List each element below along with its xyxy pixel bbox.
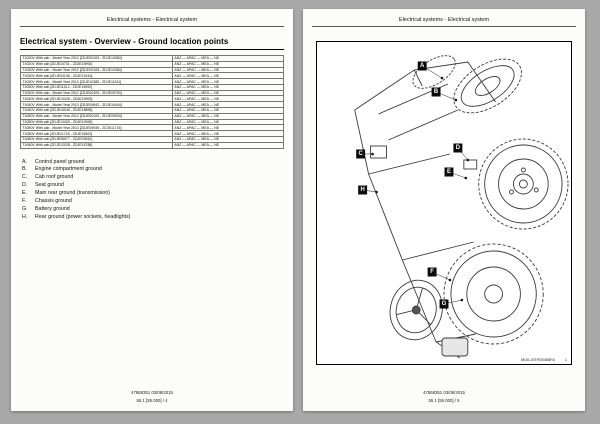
page-footer-left (11, 389, 293, 404)
market-cell: ANZ — APAC — MEA — NE (172, 131, 283, 137)
legend-key: B. (22, 166, 28, 173)
market-cell: ANZ — APAC — MEA — NE (172, 113, 283, 119)
market-cell: ANZ — APAC — MEA — NE (172, 84, 283, 90)
market-cell: ANZ — APAC — MEA — NE (172, 67, 283, 73)
tractor-ground-points-diagram (317, 42, 571, 364)
ground-point-dot (465, 177, 468, 180)
legend-label: Engine compartment ground (35, 166, 102, 173)
model-cell: T4020V With cab - Model Year 2012 [ZDJE00109 - ZDJE10384] (21, 56, 173, 62)
table-row (21, 142, 284, 148)
legend-label: Seat ground (35, 182, 64, 189)
figure-number: 1 (564, 358, 567, 362)
ground-point-dot (441, 77, 444, 80)
header-rule (20, 26, 284, 27)
model-cell: T4030V With cab - Model Year 2012 [ZDJE00109 - ZDJE10384] (21, 67, 173, 73)
legend-key: E. (22, 190, 28, 197)
model-cell: T4060V With cab [ZDJE05977 - ZDJE09942] (21, 136, 173, 142)
market-cell: ANZ — APAC — MEA — NE (172, 119, 283, 125)
legend-item (22, 159, 282, 167)
model-cell: T4060V With cab [ZDJE12028 - ZDJE15788] (21, 142, 173, 148)
legend-item (22, 190, 282, 198)
market-cell: ANZ — APAC — MEA — NE (172, 96, 283, 102)
model-cell: T4030V With cab [ZDJE11512 - ZDJE15992] (21, 84, 173, 90)
model-cell: T4050V With cab - Model Year 2013 [ZDJE09935 - ZDJE11715] (21, 125, 173, 131)
header-rule (312, 26, 576, 27)
legend-item (22, 174, 282, 182)
figure-caption (521, 358, 567, 362)
model-cell: T4040V With cab [ZDJE10425 - ZDJE10993] (21, 96, 173, 102)
model-applicability-table (20, 55, 284, 149)
model-cell: T4030V With cab - Model Year 2013 [ZDJE10385 - ZDJE11511] (21, 79, 173, 85)
callout-label-D: D (455, 144, 461, 152)
legend-label: Battery ground (35, 206, 70, 213)
callout-label-B: B (433, 88, 439, 96)
figure-frame (316, 41, 572, 365)
ground-point-dot (371, 153, 374, 156)
ground-point-dot (455, 99, 458, 102)
footer-doc-number: 47868351 03/08/2015 (423, 390, 465, 396)
model-cell: T4040V With cab - Model Year 2013 [ZDJE09842 - ZDJE16044] (21, 102, 173, 108)
model-cell: T4050V With cab [ZDJE11716 - ZDJE15902] (21, 131, 173, 137)
ground-point-dot (461, 299, 464, 302)
market-cell: ANZ — APAC — MEA — NE (172, 125, 283, 131)
callout-label-G: G (441, 300, 447, 308)
legend-key: A. (22, 158, 28, 165)
market-cell: ANZ — APAC — MEA — NE (172, 90, 283, 96)
running-header: Electrical systems - Electrical system (398, 17, 490, 23)
market-cell: ANZ — APAC — MEA — NE (172, 102, 283, 108)
model-cell: T4020V With cab [ZDJE10731 - ZDJE15992] (21, 61, 173, 67)
model-table-body (21, 56, 284, 149)
ground-point-dot (467, 159, 470, 162)
model-cell: T4040V With cab - Model Year 2012 [ZDJE00109 - ZDJE09754] (21, 90, 173, 96)
ground-point-dot (449, 279, 452, 282)
legend-item (22, 182, 282, 190)
legend-label: Main rear ground (transmission) (35, 190, 111, 197)
tractor-line-art (355, 48, 568, 358)
model-cell: T4050V With cab - Model Year 2012 [ZDJE00109 - ZDJE09934] (21, 113, 173, 119)
footer-doc-number: 47868351 03/08/2015 (131, 390, 173, 396)
running-header: Electrical systems - Electrical system (106, 17, 198, 23)
ground-point-legend (22, 159, 282, 223)
legend-key: H. (22, 214, 28, 221)
footer-page-number: 55.1 [55.000] / 4 (136, 397, 168, 403)
market-cell: ANZ — APAC — MEA — NE (172, 73, 283, 79)
legend-key: C. (22, 174, 28, 181)
market-cell: ANZ — APAC — MEA — NE (172, 142, 283, 148)
legend-label: Control panel ground (35, 158, 85, 165)
legend-key: F. (22, 198, 27, 205)
legend-item (22, 166, 282, 174)
legend-item (22, 198, 282, 206)
market-cell: ANZ — APAC — MEA — NE (172, 79, 283, 85)
callout-label-A: A (420, 62, 425, 70)
legend-label: Chassis ground (35, 198, 72, 205)
legend-item (22, 206, 282, 214)
model-cell: T4030V With cab [ZDJE04136 - ZDJE10243] (21, 73, 173, 79)
ground-point-dot (375, 191, 378, 194)
callout-label-H: H (360, 186, 365, 194)
legend-label: Rear ground (power sockets, headlights) (35, 214, 131, 221)
legend-label: Cab roof ground (35, 174, 74, 181)
page-title: Electrical system - Overview - Ground location points (20, 37, 284, 50)
callout-label-C: C (358, 150, 363, 158)
legend-item (22, 214, 282, 222)
page-left (11, 9, 293, 411)
legend-key: D. (22, 182, 28, 189)
market-cell: ANZ — APAC — MEA — NE (172, 108, 283, 114)
figure-code: MOIL15TR00468FA (521, 358, 555, 362)
page-footer-right (303, 389, 585, 404)
model-cell: T4040V With cab [ZDJE16045 - ZDJE18898] (21, 108, 173, 114)
callout-label-F: F (430, 268, 434, 276)
market-cell: ANZ — APAC — MEA — NE (172, 136, 283, 142)
legend-key: G. (22, 206, 28, 213)
market-cell: ANZ — APAC — MEA — NE (172, 56, 283, 62)
footer-page-number: 55.1 [55.000] / 5 (428, 397, 460, 403)
callout-label-E: E (446, 168, 451, 176)
page-right (303, 9, 585, 411)
market-cell: ANZ — APAC — MEA — NE (172, 61, 283, 67)
model-cell: T4050V With cab [ZDJE10425 - ZDJE10996] (21, 119, 173, 125)
